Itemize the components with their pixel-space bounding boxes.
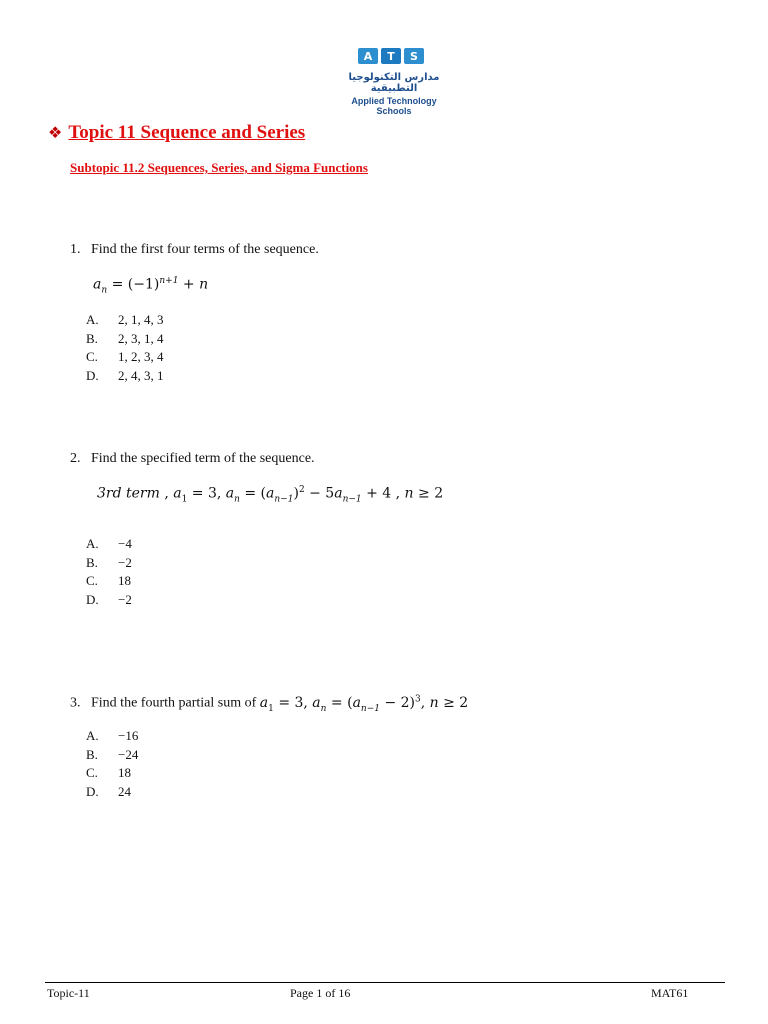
option-value: −2: [118, 554, 132, 570]
option-value: 24: [118, 783, 131, 799]
option-letter: A.: [86, 312, 99, 327]
option-row: [86, 367, 164, 386]
option-row: [86, 727, 138, 746]
option-value: −24: [118, 746, 139, 762]
logo-letter-a: A: [358, 48, 378, 64]
logo-english-name: Applied Technology Schools: [351, 96, 437, 116]
option-letter: B.: [86, 330, 98, 346]
question-number: 3.: [70, 695, 81, 711]
option-row: [86, 535, 132, 554]
topic-heading: [48, 122, 305, 144]
footer-divider: [45, 982, 725, 983]
question-1-options: [86, 311, 164, 385]
option-row: [86, 348, 164, 367]
option-row: [86, 572, 132, 591]
option-letter: D.: [86, 783, 99, 799]
logo-letter-s: S: [404, 48, 424, 64]
logo-letter-t: T: [381, 48, 401, 64]
option-row: [86, 746, 138, 765]
option-letter: A.: [86, 536, 99, 551]
option-letter: A.: [86, 728, 99, 743]
logo-letter-boxes: [336, 48, 452, 64]
question-1: [70, 242, 319, 258]
question-2-options: [86, 535, 132, 609]
question-number: 1.: [70, 242, 81, 257]
option-row: [86, 311, 164, 330]
question-text: Find the specified term of the sequence.: [91, 451, 315, 466]
question-2-formula: 3rd term , $a_1 = 3$, $a_n = (a_{n-1})^2 - 5a_{n-1} + 4$ , n ≥ 2: [97, 485, 444, 505]
question-text: Find the first four terms of the sequence.: [91, 242, 319, 257]
option-value: −2: [118, 591, 132, 607]
option-row: [86, 330, 164, 349]
footer-page-number: Page 1 of 16: [290, 986, 351, 1000]
option-row: [86, 554, 132, 573]
question-3-options: [86, 727, 138, 801]
option-value: 18: [118, 573, 131, 588]
subtopic-heading: Subtopic 11.2 Sequences, Series, and Sigma Functions: [70, 160, 368, 175]
diamond-bullet-icon: ❖: [48, 123, 63, 142]
option-letter: D.: [86, 367, 99, 383]
logo-arabic-name: مدارس التكنولوجيا التطبيقية: [348, 72, 440, 94]
option-letter: D.: [86, 591, 99, 607]
option-value: −16: [118, 728, 139, 743]
option-value: −4: [118, 536, 132, 551]
option-row: [86, 764, 138, 783]
option-letter: B.: [86, 746, 98, 762]
option-letter: B.: [86, 554, 98, 570]
option-row: [86, 783, 138, 802]
topic-title: Topic 11 Sequence and Series: [68, 122, 306, 143]
question-2: [70, 451, 315, 467]
option-letter: C.: [86, 573, 98, 588]
option-letter: C.: [86, 349, 98, 364]
school-logo: [336, 48, 452, 116]
question-3: [70, 694, 468, 713]
question-3-formula: $a_1 = 3$, $a_n = (a_{n-1} - 2)^3$, n ≥ 2: [259, 694, 469, 714]
option-value: 18: [118, 765, 131, 780]
question-text: Find the fourth partial sum of: [91, 695, 257, 711]
option-row: [86, 591, 132, 610]
question-1-formula: $a_n = (-1)^{n+1} + n$: [93, 276, 209, 296]
footer-course-code: MAT61: [651, 986, 689, 1000]
question-number: 2.: [70, 451, 81, 466]
option-value: 2, 3, 1, 4: [118, 330, 164, 346]
option-letter: C.: [86, 765, 98, 780]
option-value: 1, 2, 3, 4: [118, 349, 164, 364]
option-value: 2, 1, 4, 3: [118, 312, 164, 327]
option-value: 2, 4, 3, 1: [118, 367, 164, 383]
footer-topic: Topic-11: [47, 986, 90, 1000]
